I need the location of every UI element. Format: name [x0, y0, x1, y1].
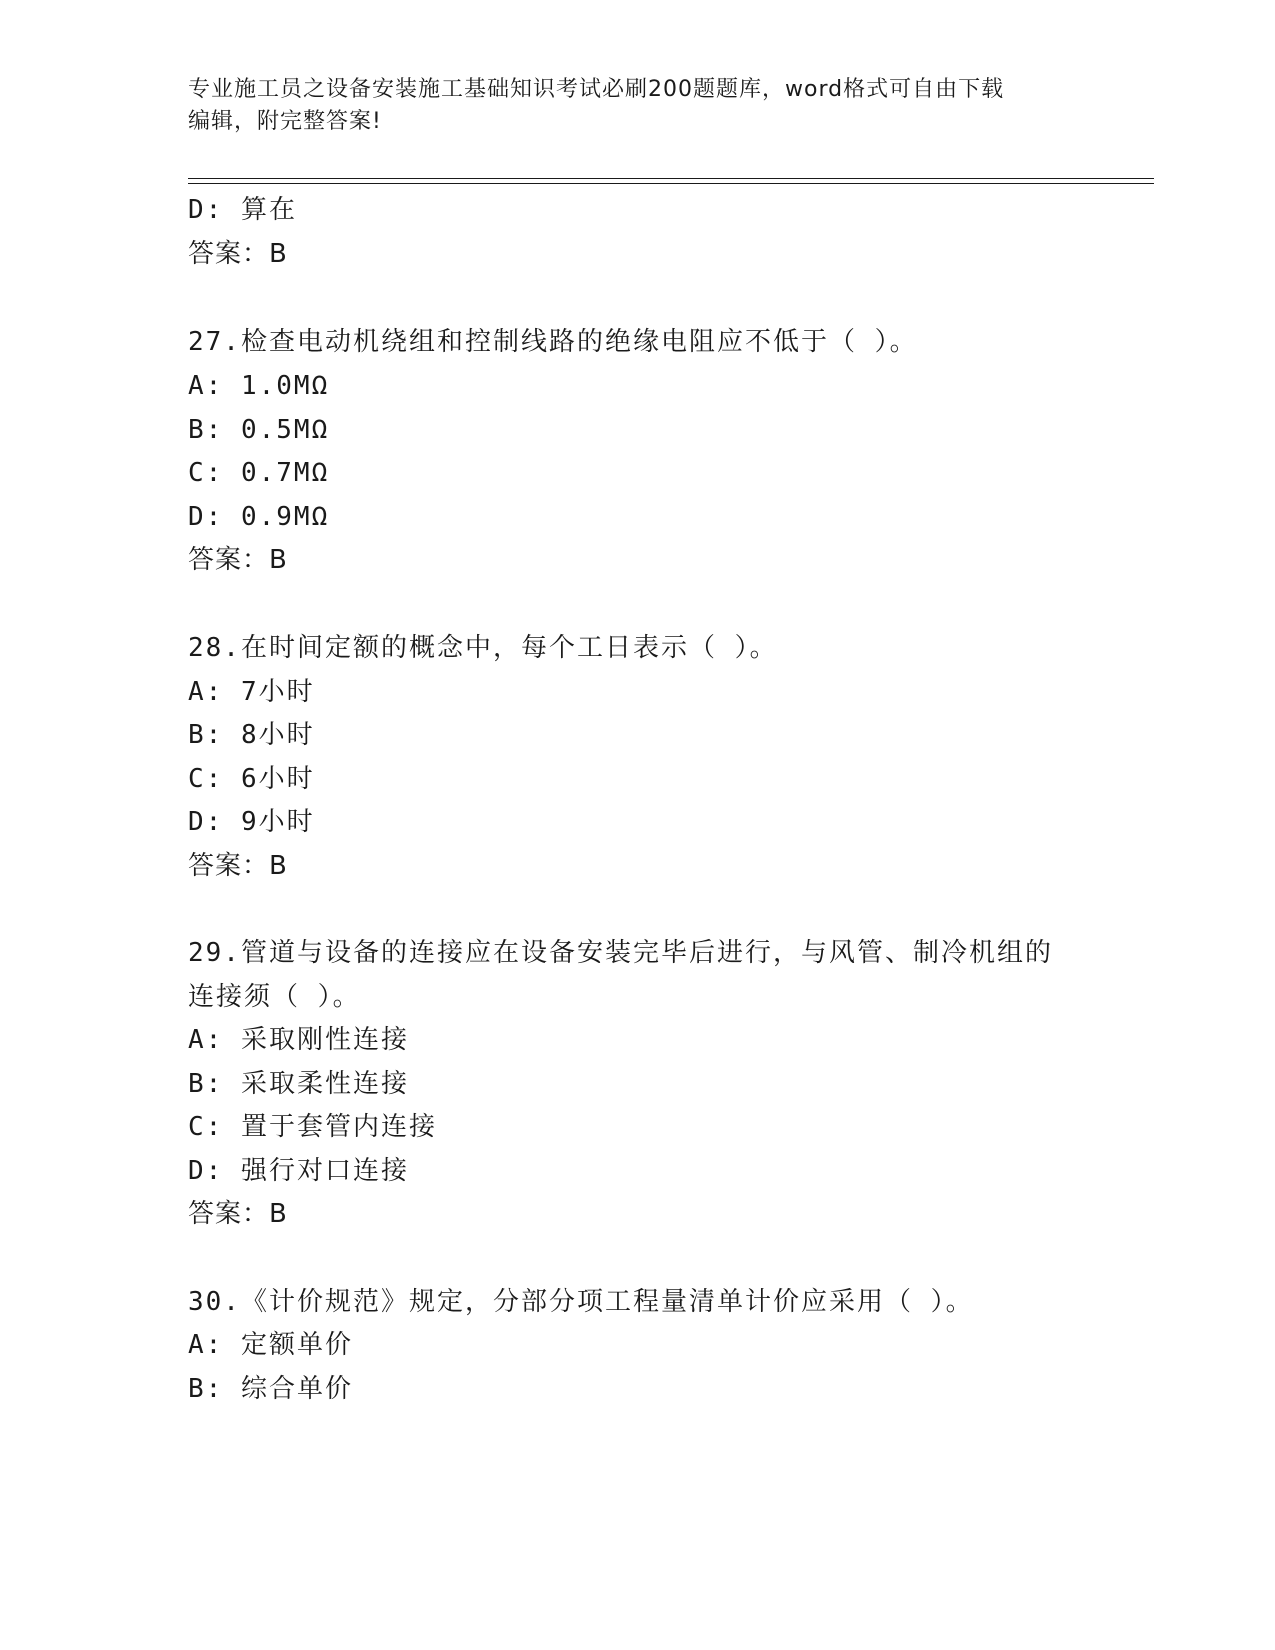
option-28-c: C: 6小时 [188, 764, 315, 794]
option-27-d: D: 0.9MΩ [188, 502, 330, 532]
header-line-1: 专业施工员之设备安装施工基础知识考试必刷200题题库，word格式可自由下载 [188, 77, 1005, 102]
question-29-cont: 连接须（ ）。 [188, 982, 361, 1012]
option-28-b: B: 8小时 [188, 720, 315, 750]
answer-26: 答案：B [188, 239, 288, 269]
answer-27: 答案：B [188, 545, 288, 575]
question-30: 30.《计价规范》规定，分部分项工程量清单计价应采用（ ）。 [188, 1287, 974, 1317]
option-27-b: B: 0.5MΩ [188, 415, 330, 445]
option-30-a: A: 定额单价 [188, 1330, 353, 1360]
header-rule-bottom [188, 183, 1154, 184]
option-30-b: B: 综合单价 [188, 1374, 353, 1404]
option-29-a: A: 采取刚性连接 [188, 1025, 409, 1055]
question-28: 28.在时间定额的概念中，每个工日表示（ ）。 [188, 633, 778, 663]
option-28-a: A: 7小时 [188, 677, 315, 707]
header-rule-top [188, 178, 1154, 179]
document-header [188, 74, 1088, 138]
option-27-c: C: 0.7MΩ [188, 458, 330, 488]
option-29-b: B: 采取柔性连接 [188, 1069, 409, 1099]
answer-28: 答案：B [188, 851, 288, 881]
option-d-prev: D: 算在 [188, 195, 297, 225]
question-29: 29.管道与设备的连接应在设备安装完毕后进行，与风管、制冷机组的 [188, 938, 1053, 968]
header-line-2: 编辑，附完整答案! [188, 109, 382, 134]
answer-29: 答案：B [188, 1199, 288, 1229]
question-27: 27.检查电动机绕组和控制线路的绝缘电阻应不低于（ ）。 [188, 327, 918, 357]
option-28-d: D: 9小时 [188, 807, 315, 837]
option-29-d: D: 强行对口连接 [188, 1156, 409, 1186]
option-27-a: A: 1.0MΩ [188, 371, 330, 401]
option-29-c: C: 置于套管内连接 [188, 1112, 437, 1142]
